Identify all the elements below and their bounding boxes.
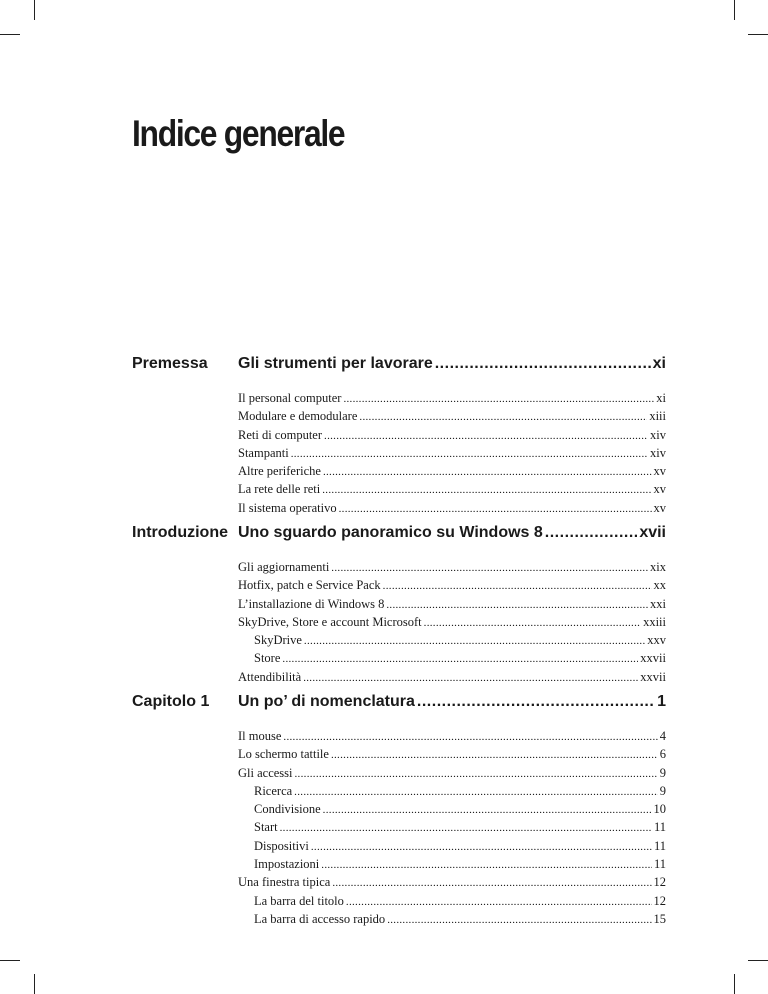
toc-subentry[interactable]: [238, 894, 666, 912]
entry-page: 11: [653, 838, 666, 853]
entry-page: xv: [653, 464, 666, 479]
entry-text: Gli aggiornamenti: [238, 560, 330, 574]
entry-text: La barra del titolo: [254, 893, 344, 908]
toc-subentry[interactable]: [238, 633, 666, 651]
crop-mark: [748, 960, 768, 961]
entry-text: Hotfix, patch e Service Pack: [238, 578, 381, 593]
toc-entry[interactable]: [238, 446, 666, 464]
section-title: Uno sguardo panoramico su Windows 8: [238, 524, 543, 541]
dot-leader: [424, 615, 641, 630]
entry-page: xiv: [650, 427, 666, 442]
dot-leader: [331, 560, 648, 575]
entry-page: xxi: [650, 596, 666, 611]
toc-entry[interactable]: [238, 875, 666, 893]
entry-page: xix: [650, 560, 666, 574]
toc-subentry[interactable]: [238, 820, 666, 838]
entry-text: Gli accessi: [238, 765, 293, 780]
entry-text: Il personal computer: [238, 391, 342, 405]
entry-text: Una finestra tipica: [238, 875, 331, 890]
section-page: xvii: [639, 524, 666, 541]
section-title-row[interactable]: [238, 693, 666, 711]
entry-page: xv: [653, 482, 666, 497]
dot-leader: [322, 482, 651, 497]
crop-mark: [734, 0, 735, 20]
entry-text: Impostazioni: [254, 857, 320, 872]
entry-text: Ricerca: [254, 783, 293, 798]
dot-leader: [331, 747, 658, 762]
entry-page: xxvii: [640, 651, 666, 666]
dot-leader: [311, 839, 652, 854]
crop-mark: [734, 974, 735, 994]
toc-entry[interactable]: [238, 615, 666, 633]
dot-leader: [386, 597, 648, 612]
entry-list: [238, 391, 666, 519]
entry-text: Condivisione: [254, 802, 321, 817]
crop-mark: [34, 974, 35, 994]
dot-leader: [323, 464, 652, 479]
dot-leader: [435, 355, 651, 373]
entry-page: 12: [653, 875, 666, 890]
entry-page: 11: [653, 820, 666, 835]
entry-text: Start: [254, 820, 278, 835]
toc-entry[interactable]: [238, 560, 666, 578]
entry-page: 15: [653, 911, 666, 926]
entry-page: 6: [659, 747, 666, 762]
toc-subentry[interactable]: [238, 839, 666, 857]
section-label: Introduzione: [132, 524, 228, 541]
entry-text: La rete delle reti: [238, 482, 321, 497]
entry-text: Altre periferiche: [238, 464, 321, 479]
entry-page: 10: [653, 802, 666, 817]
dot-leader: [323, 802, 652, 817]
crop-mark: [0, 34, 20, 35]
entry-page: xv: [653, 500, 666, 515]
entry-page: xi: [656, 391, 666, 405]
toc-subentry[interactable]: [238, 784, 666, 802]
toc-entry[interactable]: [238, 428, 666, 446]
toc-entry[interactable]: [238, 501, 666, 519]
toc-entry[interactable]: [238, 747, 666, 765]
toc-entry[interactable]: [238, 766, 666, 784]
dot-leader: [304, 633, 645, 648]
entry-page: xiii: [649, 409, 666, 424]
section-title: Un po’ di nomenclatura: [238, 693, 415, 710]
dot-leader: [303, 670, 638, 685]
dot-leader: [332, 875, 651, 890]
dot-leader: [282, 651, 638, 666]
entry-text: Store: [254, 651, 281, 666]
entry-page: xx: [653, 578, 666, 593]
toc-entry[interactable]: [238, 578, 666, 596]
dot-leader: [291, 446, 648, 461]
section-title: Gli strumenti per lavorare: [238, 355, 433, 372]
section-heading: [0, 693, 768, 719]
entry-page: 4: [659, 729, 666, 743]
toc-entry[interactable]: [238, 409, 666, 427]
section-title-row[interactable]: [238, 524, 666, 542]
toc-entry[interactable]: [238, 670, 666, 688]
section-label: Premessa: [132, 355, 208, 372]
dot-leader: [545, 524, 638, 542]
dot-leader: [283, 729, 657, 744]
toc-entry[interactable]: [238, 464, 666, 482]
entry-page: 9: [659, 783, 666, 798]
dot-leader: [321, 857, 652, 872]
dot-leader: [294, 784, 658, 799]
section-page: xi: [652, 355, 666, 372]
entry-text: Dispositivi: [254, 838, 309, 853]
entry-text: SkyDrive: [254, 633, 302, 648]
dot-leader: [339, 501, 652, 516]
entry-text: La barra di accesso rapido: [254, 911, 386, 926]
entry-text: Stampanti: [238, 445, 289, 460]
crop-mark: [34, 0, 35, 20]
page-title: Indice generale: [132, 113, 345, 154]
entry-text: Modulare e demodulare: [238, 409, 358, 424]
entry-page: 11: [653, 857, 666, 872]
dot-leader: [324, 428, 648, 443]
entry-page: 9: [659, 765, 666, 780]
dot-leader: [343, 391, 654, 406]
dot-leader: [359, 409, 647, 424]
section-title-row[interactable]: [238, 355, 666, 373]
section-label: Capitolo 1: [132, 693, 210, 710]
dot-leader: [417, 693, 655, 711]
crop-mark: [0, 960, 20, 961]
section-heading: [0, 524, 768, 550]
entry-text: SkyDrive, Store e account Microsoft: [238, 614, 422, 629]
entry-page: xiv: [650, 445, 666, 460]
entry-list: [238, 560, 666, 688]
dot-leader: [346, 894, 652, 909]
toc-subentry[interactable]: [238, 802, 666, 820]
toc-entry[interactable]: [238, 729, 666, 747]
crop-mark: [748, 34, 768, 35]
entry-text: Lo schermo tattile: [238, 747, 329, 762]
dot-leader: [280, 820, 652, 835]
dot-leader: [387, 912, 651, 927]
entry-text: Il mouse: [238, 729, 282, 743]
dot-leader: [295, 766, 658, 781]
toc-entry[interactable]: [238, 391, 666, 409]
entry-page: xxv: [647, 633, 666, 648]
toc-entry[interactable]: [238, 597, 666, 615]
toc-subentry[interactable]: [238, 857, 666, 875]
entry-page: xxvii: [640, 669, 666, 684]
toc-entry[interactable]: [238, 482, 666, 500]
entry-text: Reti di computer: [238, 427, 323, 442]
entry-page: xxiii: [643, 614, 666, 629]
dot-leader: [383, 578, 652, 593]
toc-subentry[interactable]: [238, 651, 666, 669]
entry-text: Il sistema operativo: [238, 500, 337, 515]
entry-list: [238, 729, 666, 930]
entry-text: Attendibilità: [238, 669, 302, 684]
section-page: 1: [657, 693, 666, 710]
section-heading: [0, 355, 768, 381]
toc-subentry[interactable]: [238, 912, 666, 930]
entry-text: L’installazione di Windows 8: [238, 596, 385, 611]
entry-page: 12: [653, 893, 666, 908]
